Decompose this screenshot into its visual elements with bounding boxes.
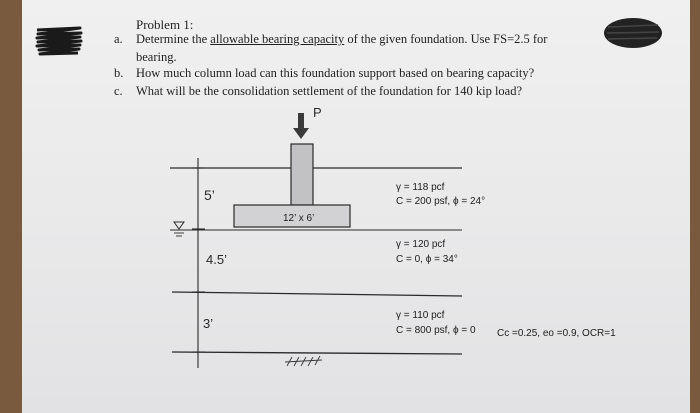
bottom-boundary-line [172,352,462,354]
depth-label-top: 5’ [204,187,215,203]
layer-1-gamma: γ = 118 pcf [396,182,445,193]
hard-stratum-hatching [285,356,322,366]
question-a-text-end: of the given foundation. Use FS=2.5 for [344,32,548,46]
load-arrow [293,113,309,139]
question-a-underlined: allowable bearing capacity [210,32,345,46]
question-b-text: How much column load can this foundation support based on bearing capacity? [136,66,535,80]
question-a-text-start: Determine the [136,32,211,46]
depth-label-bottom: 3’ [203,316,214,331]
water-table-symbol [174,222,184,236]
clay-parameters: Cc =0.25, eo =0.9, OCR=1 [497,328,616,339]
question-a-continuation: bearing. [136,50,177,64]
load-label-p: P [313,105,322,120]
layer-2-gamma: γ = 120 pcf [396,239,446,250]
question-b-letter: b. [114,66,124,80]
question-c-letter: c. [114,84,123,98]
question-a-letter: a. [114,32,123,46]
question-c-text: What will be the consolidation settlement of the foundation for 140 kip load? [136,84,523,98]
layer-1-props: C = 200 psf, ϕ = 24° [396,196,486,207]
problem-title: Problem 1: [136,17,194,32]
layer-2-props: C = 0, ϕ = 34° [396,254,458,265]
column [291,144,313,205]
depth-label-middle: 4.5’ [206,252,227,267]
layer-3-props: C = 800 psf, ϕ = 0 [396,325,476,336]
clay-top-line [172,292,462,296]
footing-dimension-label: 12’ x 6’ [283,213,315,224]
layer-3-gamma: γ = 110 pcf [396,310,445,321]
